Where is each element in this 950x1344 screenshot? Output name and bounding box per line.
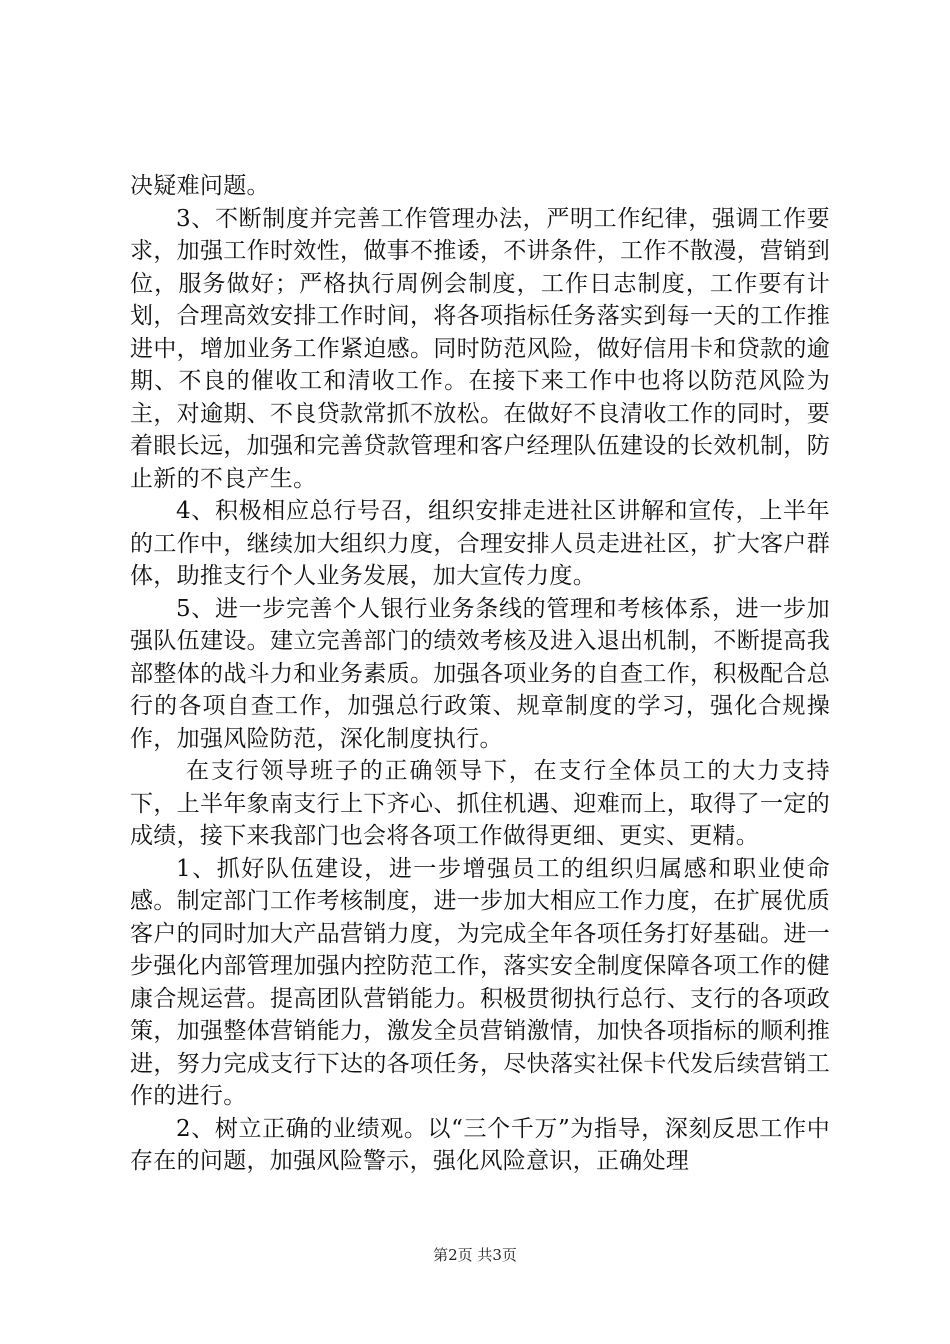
paragraph-plan-item-1: 1、抓好队伍建设，进一步增强员工的组织归属感和职业使命感。制定部门工作考核制度，进一步加大相应工作力度，在扩展优质客户的同时加大产品营销力度，为完成全年各项任务打好基础。进一步强化内部管理加强内控防范工作，落实安全制度保障各项工作的健康合规运营。提高团队营销能力。积极贯彻执行总行、支行的各项政策，加强整体营销能力，激发全员营销激情，加快各项指标的顺利推进，努力完成支行下达的各项任务，尽快落实社保卡代发后续营销工作的进行。 [130, 855, 830, 1109]
page-number-footer: 第2页 共3页 [433, 1246, 517, 1264]
paragraph-item-4: 4、积极相应总行号召，组织安排走进社区讲解和宣传，上半年的工作中，继续加大组织力度，合理安排人员走进社区，扩大客户群体，助推支行个人业务发展，加大宣传力度。 [130, 498, 830, 589]
paragraph-plan-item-2: 2、树立正确的业绩观。以“三个千万”为指导，深刻反思工作中存在的问题，加强风险警示，强化风险意识，正确处理 [130, 1115, 830, 1174]
document-body [130, 170, 830, 1178]
paragraph-continuation: 决疑难问题。 [130, 173, 270, 199]
paragraph-item-5: 5、进一步完善个人银行业务条线的管理和考核体系，进一步加强队伍建设。建立完善部门的绩效考核及进入退出机制，不断提高我部整体的战斗力和业务素质。加强各项业务的自查工作，积极配合总行的各项自查工作，加强总行政策、规章制度的学习，强化合规操作，加强风险防范，深化制度执行。 [130, 595, 830, 752]
paragraph-summary: 在支行领导班子的正确领导下，在支行全体员工的大力支持下，上半年象南支行上下齐心、抓住机遇、迎难而上，取得了一定的成绩，接下来我部门也会将各项工作做得更细、更实、更精。 [130, 758, 830, 849]
paragraph-item-3: 3、不断制度并完善工作管理办法，严明工作纪律，强调工作要求，加强工作时效性，做事不推诿，不讲条件，工作不散漫，营销到位，服务做好；严格执行周例会制度，工作日志制度，工作要有计划，合理高效安排工作时间，将各项指标任务落实到每一天的工作推进中，增加业务工作紧迫感。同时防范风险，做好信用卡和贷款的逾期、不良的催收工和清收工作。在接下来工作中也将以防范风险为主，对逾期、不良贷款常抓不放松。在做好不良清收工作的同时，要着眼长远，加强和完善贷款管理和客户经理队伍建设的长效机制，防止新的不良产生。 [130, 205, 830, 492]
